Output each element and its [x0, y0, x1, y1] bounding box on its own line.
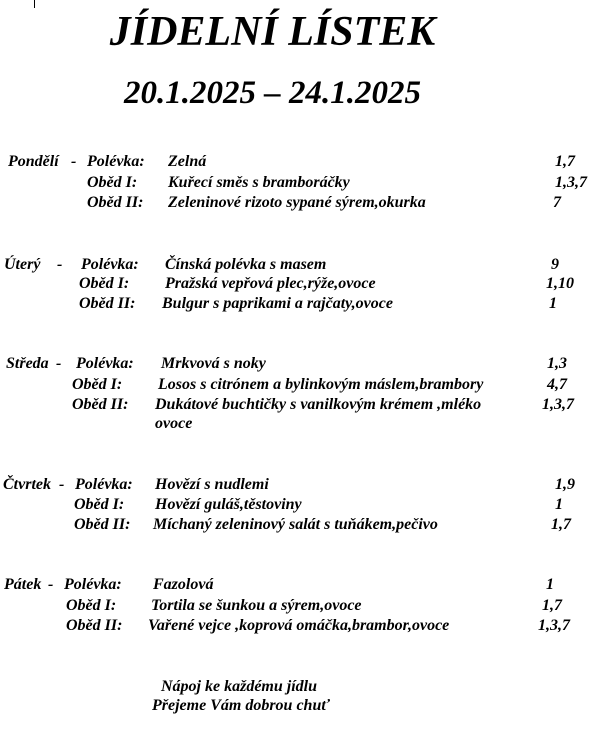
dish-name: Dukátové buchtičky s vanilkovým krémem ,mléko: [155, 396, 482, 413]
day-name-friday: Pátek: [4, 576, 42, 593]
dish-name: Hovězí s nudlemi: [155, 476, 269, 493]
dish-name: Hovězí guláš,těstoviny: [155, 496, 302, 513]
row-label-soup: Polévka:: [64, 576, 122, 593]
row-label-soup: Polévka:: [75, 476, 133, 493]
dish-name: Losos s citrónem a bylinkovým máslem,brambory: [158, 376, 484, 393]
allergens: 1,10: [546, 275, 574, 292]
day-name-tuesday: Úterý: [4, 256, 41, 273]
row-label-soup: Polévka:: [87, 153, 145, 170]
dish-name: Míchaný zeleninový salát s tuňákem,pečivo: [153, 516, 438, 533]
allergens: 1: [546, 576, 554, 593]
day-separator: -: [56, 355, 62, 372]
allergens: 1,3,7: [538, 617, 570, 634]
day-name-thursday: Čtvrtek: [3, 476, 51, 493]
footer-wish: Přejeme Vám dobrou chuť: [152, 697, 330, 714]
row-label-lunch-2: Oběd II:: [79, 295, 136, 312]
row-label-lunch-1: Oběd I:: [74, 496, 125, 513]
row-label-soup: Polévka:: [81, 256, 139, 273]
row-label-lunch-1: Oběd I:: [87, 174, 138, 191]
allergens: 1,7: [555, 153, 575, 170]
dish-name: Bulgur s paprikami a rajčaty,ovoce: [162, 295, 393, 312]
day-separator: -: [57, 256, 63, 273]
allergens: 1,7: [551, 516, 571, 533]
dish-name: Zeleninové rizoto sypané sýrem,okurka: [168, 194, 426, 211]
dish-name: Mrkvová s noky: [161, 355, 266, 372]
dish-name-continuation: ovoce: [155, 415, 193, 432]
day-name-wednesday: Středa: [6, 355, 49, 372]
day-separator: -: [71, 153, 77, 170]
menu-date-range: 20.1.2025 – 24.1.2025: [124, 75, 421, 111]
allergens: 1: [555, 496, 563, 513]
dish-name: Čínská polévka s masem: [165, 256, 327, 273]
day-separator: -: [59, 476, 65, 493]
dish-name: Zelná: [168, 153, 207, 170]
dish-name: Kuřecí směs s bramboráčky: [168, 174, 350, 191]
allergens: 4,7: [547, 376, 567, 393]
row-label-lunch-1: Oběd I:: [72, 376, 123, 393]
menu-title: JÍDELNÍ LÍSTEK: [109, 9, 436, 55]
allergens: 9: [551, 256, 559, 273]
dish-name: Tortila se šunkou a sýrem,ovoce: [151, 597, 362, 614]
row-label-lunch-2: Oběd II:: [72, 396, 129, 413]
day-separator: -: [48, 576, 54, 593]
dish-name: Vařené vejce ,koprová omáčka,brambor,ovoce: [148, 617, 450, 634]
allergens: 1,3: [547, 355, 567, 372]
row-label-lunch-1: Oběd I:: [79, 275, 130, 292]
row-label-lunch-2: Oběd II:: [74, 516, 131, 533]
allergens: 1: [549, 295, 557, 312]
allergens: 7: [553, 194, 561, 211]
allergens: 1,3,7: [555, 174, 587, 191]
row-label-lunch-1: Oběd I:: [66, 597, 117, 614]
allergens: 1,3,7: [542, 396, 574, 413]
allergens: 1,7: [542, 597, 562, 614]
dish-name: Pražská vepřová plec,rýže,ovoce: [165, 275, 376, 292]
row-label-soup: Polévka:: [76, 355, 134, 372]
footer-drink-note: Nápoj ke každému jídlu: [161, 678, 318, 695]
dish-name: Fazolová: [153, 576, 214, 593]
row-label-lunch-2: Oběd II:: [66, 617, 123, 634]
day-name-monday: Pondělí: [8, 153, 59, 170]
allergens: 1,9: [555, 476, 575, 493]
row-label-lunch-2: Oběd II:: [87, 194, 144, 211]
